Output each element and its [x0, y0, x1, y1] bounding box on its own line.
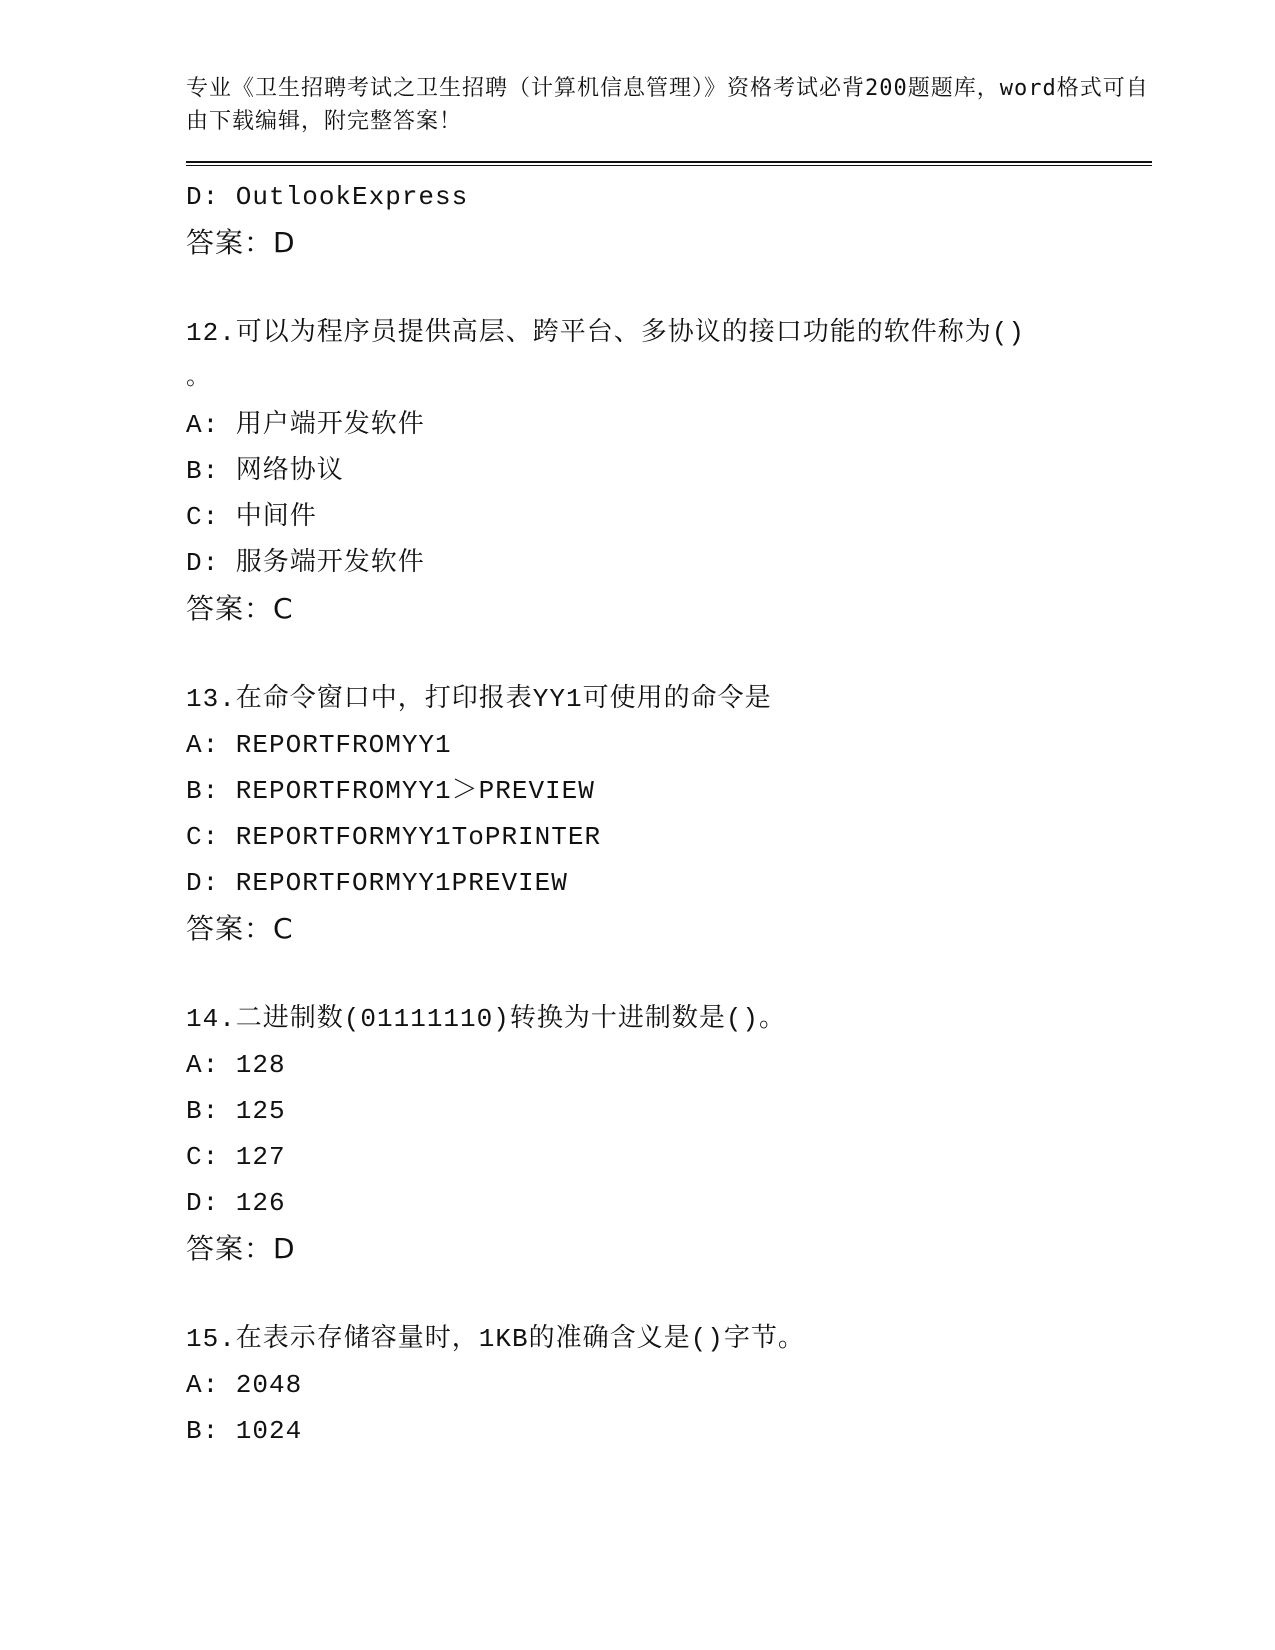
option-c: C: REPORTFORMYY1ToPRINTER [186, 822, 602, 852]
question-stem-continuation: 。 [186, 365, 211, 392]
question-12 [186, 310, 1151, 632]
option-a: A: 2048 [186, 1370, 303, 1400]
option-c: C: 127 [186, 1142, 286, 1172]
answer: 答案：D [186, 226, 296, 259]
option-d: D: 服务端开发软件 [186, 548, 425, 578]
option-b: B: REPORTFROMYY1＞PREVIEW [186, 776, 595, 806]
option-b: B: 125 [186, 1096, 286, 1126]
answer: 答案：D [186, 1232, 296, 1265]
option-d: D: OutlookExpress [186, 182, 469, 212]
option-c: C: 中间件 [186, 502, 317, 532]
option-a: A: 128 [186, 1050, 286, 1080]
option-b: B: 网络协议 [186, 456, 344, 486]
answer: 答案：C [186, 912, 294, 945]
question-stem: 15.在表示存储容量时，1KB的准确含义是()字节。 [186, 1324, 805, 1354]
question-14 [186, 996, 1151, 1272]
document-body [186, 174, 1151, 1454]
option-b: B: 1024 [186, 1416, 303, 1446]
question-13 [186, 676, 1151, 952]
question-15 [186, 1316, 1151, 1454]
option-a: A: 用户端开发软件 [186, 410, 425, 440]
header-divider [186, 161, 1152, 166]
question-stem: 12.可以为程序员提供高层、跨平台、多协议的接口功能的软件称为() [186, 318, 1026, 348]
document-page [186, 72, 1151, 1454]
option-d: D: REPORTFORMYY1PREVIEW [186, 868, 568, 898]
option-a: A: REPORTFROMYY1 [186, 730, 452, 760]
question-stem: 13.在命令窗口中，打印报表YY1可使用的命令是 [186, 684, 772, 714]
question-stem: 14.二进制数(01111110)转换为十进制数是()。 [186, 1004, 787, 1034]
document-header: 专业《卫生招聘考试之卫生招聘（计算机信息管理）》资格考试必背200题题库，word格式可自由下载编辑，附完整答案！ [186, 76, 1149, 134]
answer: 答案：C [186, 592, 294, 625]
option-d: D: 126 [186, 1188, 286, 1218]
